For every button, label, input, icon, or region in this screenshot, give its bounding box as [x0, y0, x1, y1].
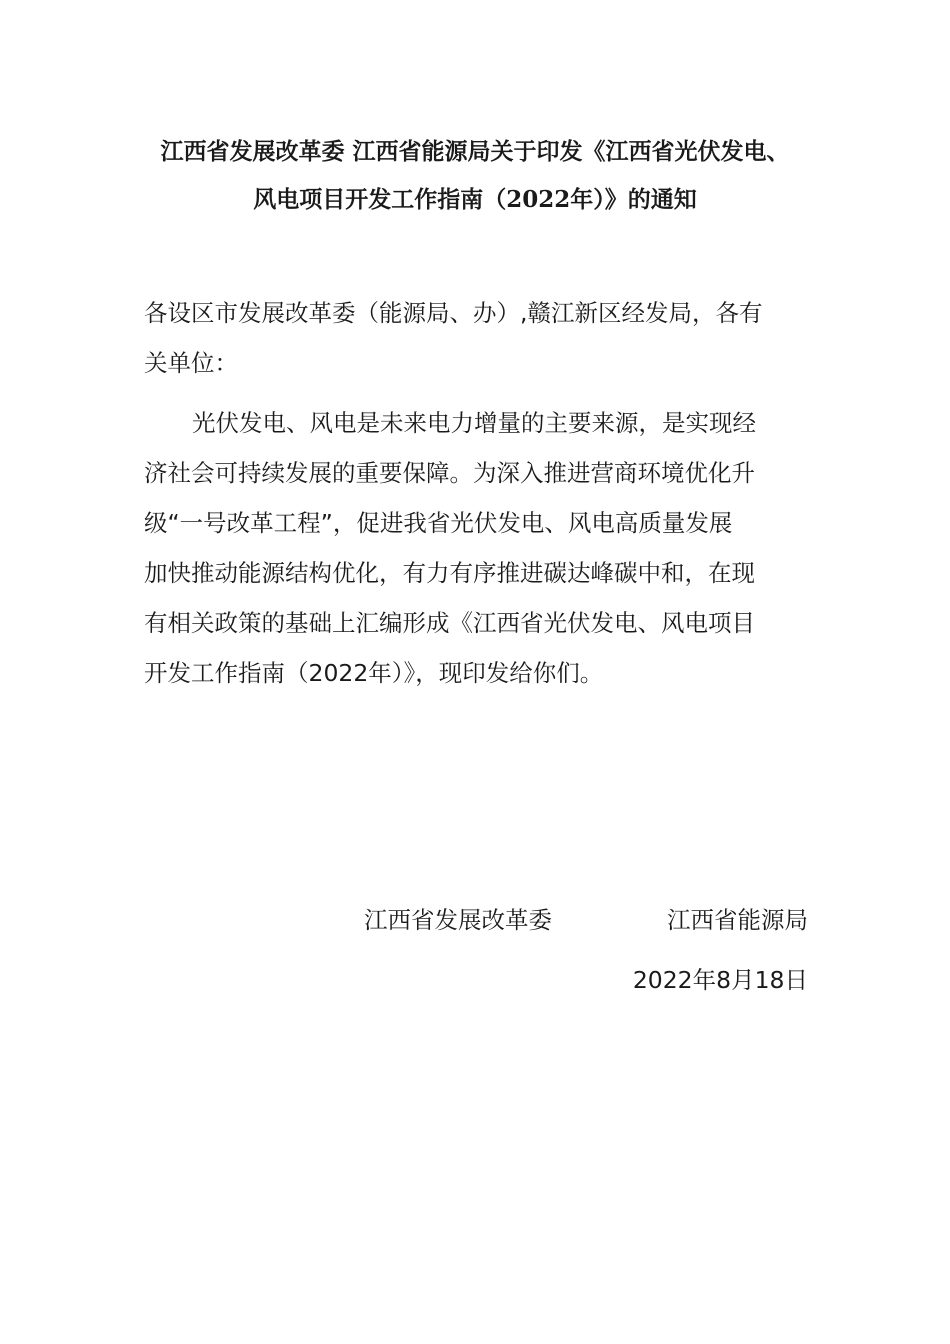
document-title-line-1: 江西省发展改革委 江西省能源局关于印发《江西省光伏发电、	[160, 138, 790, 165]
body-line-1: 光伏发电、风电是未来电力增量的主要来源，是实现经	[192, 409, 756, 437]
salutation	[144, 288, 808, 388]
body-line-2: 济社会可持续发展的重要保障。为深入推进营商环境优化升	[144, 459, 755, 487]
issue-date: 2022年8月18日	[632, 966, 808, 994]
body-line-6: 开发工作指南（2022年）》，现印发给你们。	[144, 659, 604, 687]
signer-energy-bureau: 江西省能源局	[667, 906, 808, 934]
salutation-line-1: 各设区市发展改革委（能源局、办）,赣江新区经发局，各有	[144, 299, 763, 327]
body-paragraph	[144, 398, 808, 698]
body-line-4: 加快推动能源结构优化，有力有序推进碳达峰碳中和，在现	[144, 559, 755, 587]
body-line-3: 级“一号改革工程”，促进我省光伏发电、风电高质量发展	[144, 509, 733, 537]
salutation-line-2: 关单位：	[144, 349, 238, 377]
document-title-line-2: 风电项目开发工作指南（2022年）》的通知	[253, 186, 697, 213]
body-line-5: 有相关政策的基础上汇编形成《江西省光伏发电、风电项目	[144, 609, 755, 637]
signer-ndrc: 江西省发展改革委	[364, 906, 552, 934]
